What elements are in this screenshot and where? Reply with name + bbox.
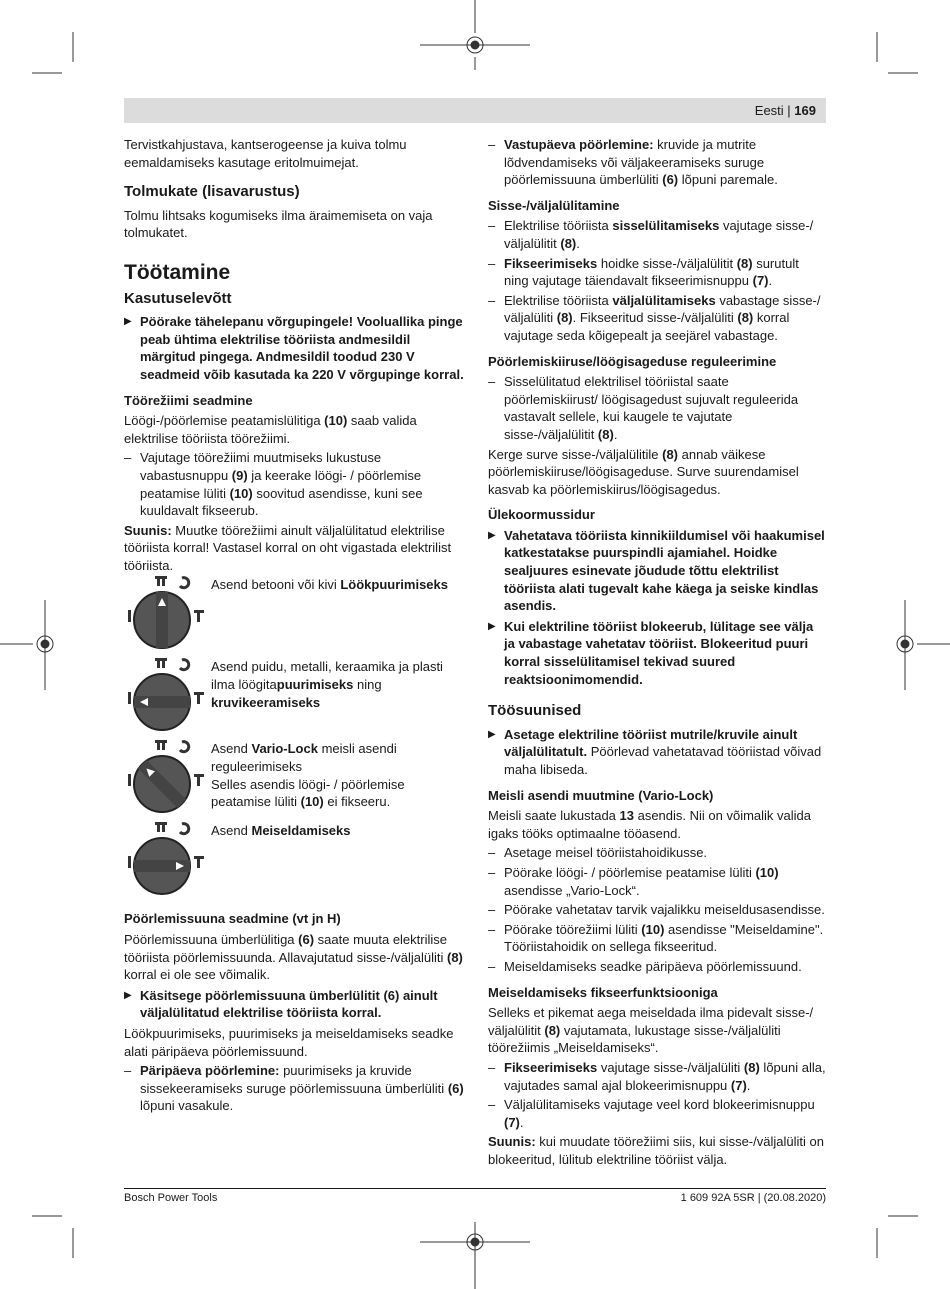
footer-divider (124, 1188, 826, 1189)
page-header: Eesti | 169 (754, 103, 816, 118)
counterclockwise-step: – Vastupäeva pöörlemine: kruvide ja mutrite lõdvendamiseks või väljakeeramiseks suruge pöörlemissuuna ümberlüliti (6) lõpuni paremale. (488, 136, 826, 189)
dial-drill-icon (124, 658, 210, 736)
chisel-step-3: – Pöörake vahetatav tarvik vajalikku meiseldusasendisse. (488, 901, 826, 919)
work-title: Töösuunised (488, 702, 582, 720)
page-number: 169 (794, 103, 816, 118)
work-warning: ▶ Asetage elektriline tööriist mutrile/kruvile ainult väljalülitatult. Pöörlevad vahetatavad tööriistad võivad maha libiseda. (488, 726, 826, 779)
mode-row-chisel (124, 822, 464, 904)
fix-text: Selleks et pikemat aega meiseldada ilma pidevalt sisse-/ väljalülitit (8) vajutamata, lukustage sisse-/väljalüliti töörežiimis „Meiseldamiseks“. (488, 1005, 814, 1056)
switch-off-step: – Elektrilise tööriista väljalülitamiseks vabastage sisse-/ väljalüliti (8). Fikseeritud sisse-/väljalüliti (8) korral vajutage seda kõigepealt ja seejärel vabastage. (488, 292, 826, 345)
dial-hammer-icon (124, 576, 210, 654)
speed-text: Kerge surve sisse-/väljalülitile (8) annab väikese pöörlemiskiiruse/löögisageduse. Surve suurendamisel kasvab ka pöörlemiskiirus/löögisagedus. (488, 446, 799, 497)
dust-text: Tolmu lihtsaks kogumiseks ilma äraimemiseta on vaja tolmukatet. (124, 207, 433, 241)
speed-title: Pöörlemiskiiruse/löögisageduse reguleerimine (488, 353, 777, 369)
fix-note: Suunis: kui muudate töörežiimi siis, kui sisse-/väljalüliti on blokeeritud, lülitub elektriline tööriist välja. (488, 1134, 824, 1167)
header-bar (124, 98, 826, 123)
mode-text-drill: Asend puidu, metalli, keraamika ja plasti ilma löögitapuurimiseks ning kruvikeeramiseks (211, 659, 443, 710)
dust-title: Tolmukate (lisavarustus) (124, 183, 300, 201)
rotation-warning: ▶ Käsitsege pöörlemissuuna ümberlülitit (6) ainult väljalülitatud elektrilise tööriista korral. (124, 987, 464, 1022)
mode-title: Töörežiimi seadmine (124, 392, 253, 408)
fix-title: Meiseldamiseks fikseerfunktsiooniga (488, 984, 718, 1000)
left-column (124, 136, 464, 1117)
footer-brand: Bosch Power Tools (124, 1192, 218, 1204)
dial-variolock-icon (124, 740, 210, 818)
operation-title: Töötamine (124, 260, 231, 284)
rotation-text2: Löökpuurimiseks, puurimiseks ja meiseldamiseks seadke alati päripäeva pöörlemissuund. (124, 1026, 454, 1059)
chisel-text: Meisli saate lukustada 13 asendis. Nii on võimalik valida igaks tööks optimaalne tööasend. (488, 808, 812, 841)
dial-chisel-icon (124, 822, 210, 900)
chisel-title: Meisli asendi muutmine (Vario-Lock) (488, 787, 714, 803)
mode-row-variolock (124, 740, 464, 822)
mode-text-hammer: Asend betooni või kivi Löökpuurimiseks (211, 577, 448, 593)
mode-text-variolock: Asend Vario-Lock meisli asendi reguleerimiseks Selles asendis löögi- / pöörlemise peatamise lüliti (10) ei fikseeru. (211, 741, 405, 810)
mode-text-chisel: Asend Meiseldamiseks (211, 823, 351, 839)
rotation-title: Pöörlemissuuna seadmine (vt jn H) (124, 911, 341, 927)
mode-note: Suunis: Muutke töörežiimi ainult väljalülitatud elektrilise tööriista korral! Vastasel korral on oht vigastada elektrilist tööriista. (124, 522, 452, 573)
speed-step: – Sisselülitatud elektrilisel tööriistal saate pöörlemiskiirust/ löögisagedust sujuvalt reguleerida vastavalt sellele, kui kaugele te vajutate sisse-/väljalülitit (8). (488, 373, 826, 443)
mode-row-hammer (124, 576, 464, 658)
startup-title: Kasutuselevõtt (124, 289, 232, 307)
header-language: Eesti (754, 103, 784, 118)
fix-step-2: – Väljalülitamiseks vajutage veel kord blokeerimisnuppu (7). (488, 1096, 826, 1131)
overload-title: Ülekoormussidur (488, 507, 595, 523)
mode-text: Löögi-/pöörlemise peatamislülitiga (10) saab valida elektrilise tööriista töörežiimi. (124, 413, 417, 446)
switch-on-step: – Elektrilise tööriista sisselülitamiseks vajutage sisse-/ väljalülitit (8). (488, 217, 826, 252)
mode-list (124, 576, 464, 904)
intro-text: Tervistkahjustava, kantserogeense ja kuiva tolmu eemaldamiseks kasutage eritolmuimejat. (124, 137, 407, 170)
footer-doc-id: 1 609 92A 5SR | (20.08.2020) (680, 1192, 826, 1204)
mode-row-drill (124, 658, 464, 740)
lock-step: – Fikseerimiseks hoidke sisse-/väljalülitit (8) surutult ning vajutage täiendavalt fikseerimisnuppu (7). (488, 255, 826, 290)
onoff-title: Sisse-/väljalülitamine (488, 197, 620, 213)
overload-warning-1: ▶ Vahetatava tööriista kinnikiildumisel või haakumisel katkestatakse puurspindli ajamiahel. Hoidke sealjuures esinevate jõudude tõttu elektrilist tööriista alati tugevalt kahe käega ja seiske kindlas asendis. (488, 527, 826, 615)
chisel-step-4: – Pöörake töörežiimi lüliti (10) asendisse "Meiseldamine". Tööriistahoidik on sellega fikseeritud. (488, 921, 826, 956)
chisel-step-1: – Asetage meisel tööriistahoidikusse. (488, 844, 826, 862)
overload-warning-2: ▶ Kui elektriline tööriist blokeerub, lülitage see välja ja vabastage vahetatav tööriist. Blokeeritud puuri korral sisselülitamisel tekivad suured reaktsioonimomendid. (488, 618, 826, 688)
chisel-step-2: – Pöörake löögi- / pöörlemise peatamise lüliti (10) asendisse „Vario-Lock“. (488, 864, 826, 899)
fix-step-1: – Fikseerimiseks vajutage sisse-/väljalüliti (8) lõpuni alla, vajutades samal ajal blokeerimisnuppu (7). (488, 1059, 826, 1094)
right-column (488, 136, 826, 1170)
voltage-warning: ▶ Pöörake tähelepanu võrgupingele! Vooluallika pinge peab ühtima elektrilise tööriista andmesildil märgitud pingega. Andmesildil toodud 230 V seadmeid võib kasutada ka 220 V võrgupinge korral. (124, 313, 464, 383)
chisel-step-5: – Meiseldamiseks seadke päripäeva pöörlemissuund. (488, 958, 826, 976)
clockwise-step: – Päripäeva pöörlemine: puurimiseks ja kruvide sissekeeramiseks suruge pöörlemissuuna ümberlüliti (6) lõpuni vasakule. (124, 1062, 464, 1115)
rotation-text: Pöörlemissuuna ümberlülitiga (6) saate muuta elektrilise tööriista pöörlemissuunda. Allavajutatud sisse-/väljalüliti (8) korral ei ole see võimalik. (124, 932, 463, 983)
mode-step: – Vajutage töörežiimi muutmiseks lukustuse vabastusnuppu (9) ja keerake löögi- / pöörlemise peatamise lüliti (10) soovitud asendisse, kuni see kuuldavalt fikseerub. (124, 449, 464, 519)
